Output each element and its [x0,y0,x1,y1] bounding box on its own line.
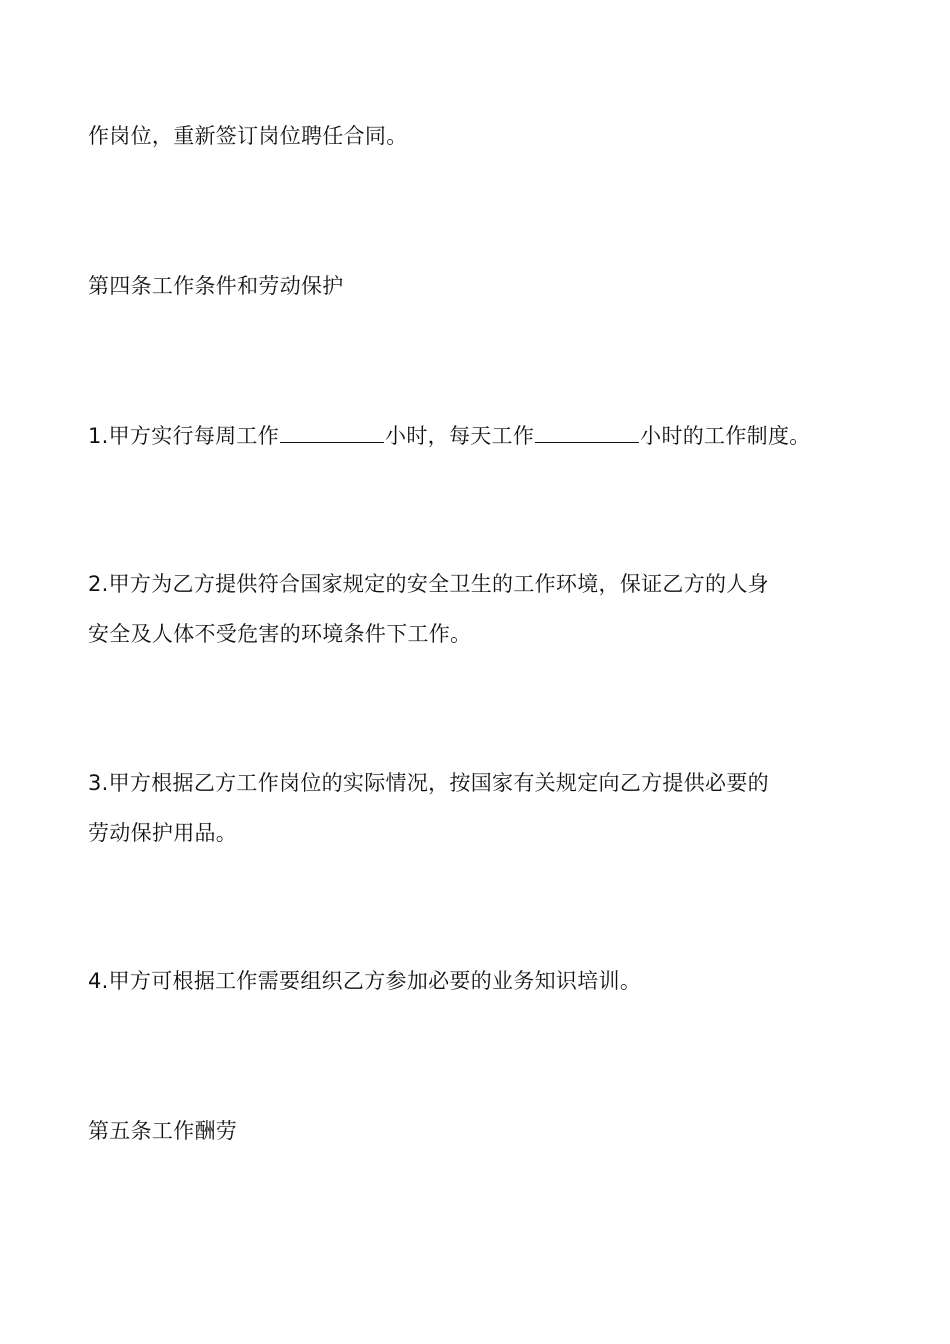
weekly-hours-blank [280,420,384,443]
article-4-item-1 [88,420,811,451]
continuation-text: 作岗位，重新签订岗位聘任合同。 [88,124,408,148]
item-1-text-a: 1.甲方实行每周工作 [88,424,280,448]
article-4-item-3-line-1: 3.甲方根据乙方工作岗位的实际情况，按国家有关规定向乙方提供必要的 [88,771,769,795]
article-5-heading: 第五条工作酬劳 [88,1119,238,1143]
item-1-text-b: 小时，每天工作 [385,424,535,448]
article-4-item-2-line-2: 安全及人体不受危害的环境条件下工作。 [88,622,472,646]
article-4-item-4: 4.甲方可根据工作需要组织乙方参加必要的业务知识培训。 [88,969,642,993]
article-4-item-2-line-1: 2.甲方为乙方提供符合国家规定的安全卫生的工作环境，保证乙方的人身 [88,572,769,596]
daily-hours-blank [535,420,639,443]
article-4-heading: 第四条工作条件和劳动保护 [88,274,344,298]
item-1-text-c: 小时的工作制度。 [640,424,811,448]
article-4-item-3-line-2: 劳动保护用品。 [88,821,238,845]
